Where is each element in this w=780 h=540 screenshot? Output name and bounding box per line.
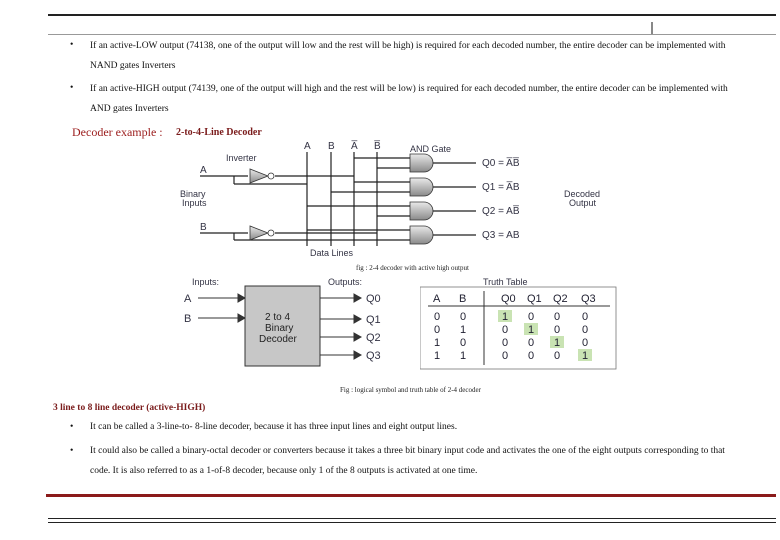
bullet-4: • (70, 446, 74, 456)
paragraph-binary-octal (90, 441, 774, 481)
output-q1: Q1 = A̅B (482, 182, 520, 193)
truth-table-cell: 0 (528, 350, 535, 362)
truth-table-cell: 0 (502, 324, 509, 336)
bullet-1: • (70, 40, 74, 50)
truth-table-cell: 1 (460, 350, 467, 362)
section-title: 3 line to 8 line decoder (active-HIGH) (53, 403, 206, 413)
logic-output-arrows (320, 294, 361, 359)
output-q2: Q2 = AB̅ (482, 206, 520, 217)
truth-table-header-cell: Q3 (581, 293, 596, 305)
truth-table-cell: 1 (528, 324, 535, 336)
truth-table-title: Truth Table (483, 277, 528, 287)
and-gate-q1 (410, 178, 433, 196)
paragraph-active-high (90, 79, 774, 119)
truth-table-cell: 0 (528, 337, 535, 349)
truth-table-cell: 0 (554, 324, 561, 336)
decoded-output-label: Decoded (564, 189, 601, 199)
logic-output-q0: Q0 (366, 293, 381, 305)
truth-table-header-cell: Q0 (501, 293, 516, 305)
logic-output-q1: Q1 (366, 314, 381, 326)
truth-table-cell: 0 (434, 324, 441, 336)
data-lines-label: Data Lines (310, 248, 354, 258)
truth-table-cell: 1 (460, 324, 467, 336)
paragraph-active-low (90, 36, 774, 76)
input-b-label: B (200, 222, 207, 233)
inverter-a (250, 169, 274, 183)
gate-output-wires (433, 163, 476, 235)
truth-table-header-cell: B (459, 293, 467, 305)
bullet-2: • (70, 83, 74, 93)
logic-input-arrows (198, 294, 245, 322)
truth-table-cell: 1 (434, 350, 441, 362)
truth-table-cell: 1 (434, 337, 441, 349)
data-line-label-a-bar: A̅ (351, 141, 358, 152)
truth-table-cell: 0 (582, 324, 589, 336)
inverter-b (250, 226, 274, 240)
logic-symbol-diagram (178, 275, 408, 377)
decoder-block-text: Binary (265, 323, 294, 334)
example-title: 2-to-4-Line Decoder (176, 127, 262, 138)
truth-table-cell: 0 (502, 337, 509, 349)
bullet-3: • (70, 422, 74, 432)
paragraph-3-line (90, 417, 774, 437)
truth-table-cell: 0 (582, 337, 589, 349)
truth-table-cell: 1 (502, 311, 509, 323)
truth-table-cell: 0 (460, 311, 467, 323)
truth-table-cell: 1 (554, 337, 561, 349)
truth-table (420, 275, 620, 370)
truth-table-cell: 0 (434, 311, 441, 323)
truth-table-header-cell: Q1 (527, 293, 542, 305)
footer-rule-red (46, 494, 776, 497)
logic-input-a: A (184, 293, 192, 305)
paragraph-line: It could also be called a binary-octal decoder or converters because it takes a three bit binary input code and activates the one of the eight outputs corresponding to that (90, 446, 725, 456)
gate-input-wires (307, 158, 410, 240)
truth-table-cell: 0 (554, 311, 561, 323)
and-gate-q2 (410, 202, 433, 220)
fig2-caption: Fig : logical symbol and truth table of 2-4 decoder (340, 386, 481, 394)
input-a-label: A (200, 165, 207, 176)
output-q3: Q3 = AB (482, 230, 520, 241)
paragraph-line: AND gates Inverters (90, 104, 169, 114)
truth-table-cell: 0 (582, 311, 589, 323)
data-lines (307, 152, 377, 246)
truth-table-cell: 0 (502, 350, 509, 362)
decoded-output-label: Output (569, 198, 597, 208)
and-gates (410, 154, 433, 244)
paragraph-line: If an active-LOW output (74138, one of the output will low and the rest will be high) is required for each decoded number, the entire decoder can be implemented with (90, 41, 726, 51)
truth-table-cell: 0 (528, 311, 535, 323)
truth-table-cell: 0 (554, 350, 561, 362)
paragraph-line: It can be called a 3-line-to- 8-line decoder, because it has three input lines and eight output lines. (90, 422, 458, 432)
output-q0: Q0 = A̅B̅ (482, 158, 520, 169)
decoder-block-text: 2 to 4 (265, 312, 291, 323)
circuit-caption: fig : 2-4 decoder with active high output (356, 264, 469, 272)
paragraph-line: code. It is also referred to as a 1-of-8 decoder, because only 1 of the 8 outputs is activated at one time. (90, 466, 478, 476)
decoder-block-text: Decoder (259, 334, 297, 345)
truth-table-cell: 0 (460, 337, 467, 349)
data-line-label-b: B (328, 141, 335, 152)
top-rule (48, 14, 776, 16)
paragraph-line: If an active-HIGH output (74139, one of the output will high and the rest will be low) is required for each decoded number, the entire decoder can be implemented with (90, 84, 728, 94)
inverter-label: Inverter (226, 153, 257, 163)
data-line-label-a: A (304, 141, 311, 152)
truth-table-header-cell: Q2 (553, 293, 568, 305)
and-gate-label: AND Gate (410, 144, 452, 154)
binary-inputs-label: Inputs (182, 198, 207, 208)
footer-rule-1 (48, 518, 776, 519)
logic-output-q2: Q2 (366, 332, 381, 344)
logic-output-q3: Q3 (366, 350, 381, 362)
data-line-label-b-bar: B̅ (374, 141, 381, 152)
header-tick (651, 22, 653, 34)
and-gate-q3 (410, 226, 433, 244)
outputs-label: Outputs: (328, 277, 363, 287)
footer-rule-2 (48, 522, 776, 523)
logic-input-b: B (184, 313, 192, 325)
header-bar (48, 34, 776, 35)
truth-table-header-cell: A (433, 293, 441, 305)
truth-table-cell: 1 (582, 350, 589, 362)
paragraph-line: NAND gates Inverters (90, 61, 176, 71)
example-label: Decoder example : (72, 125, 163, 139)
and-gate-q0 (410, 154, 433, 172)
decoder-circuit-diagram (178, 140, 628, 268)
inputs-label: Inputs: (192, 277, 220, 287)
binary-inputs-label: Binary (180, 189, 206, 199)
